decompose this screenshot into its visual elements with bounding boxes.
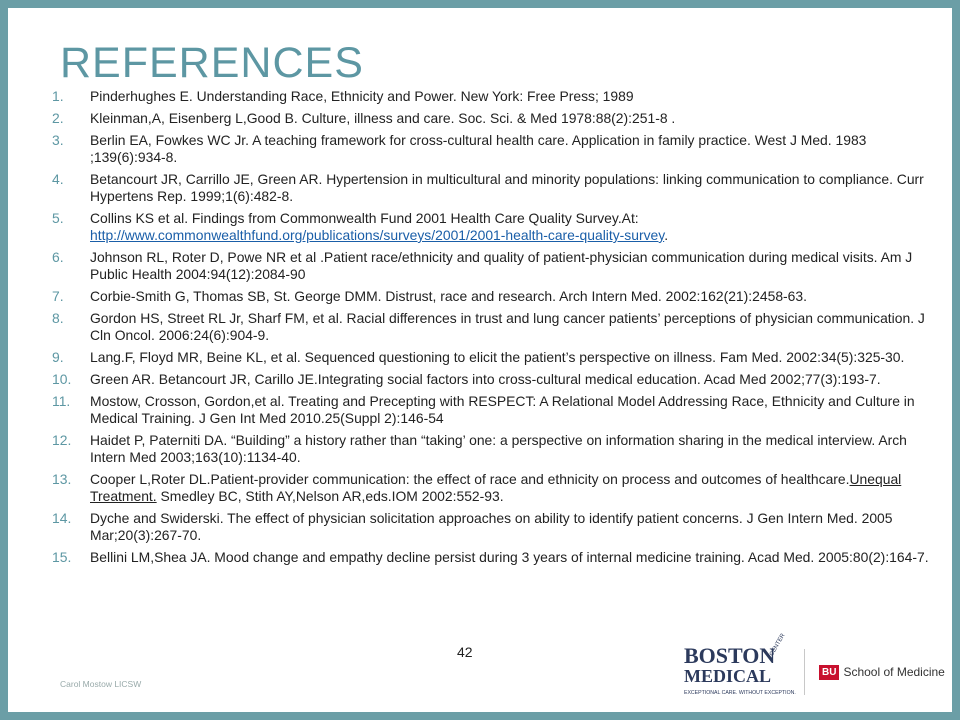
bu-mark: BU (819, 665, 839, 680)
reference-list (52, 88, 938, 571)
reference-citation: Pinderhughes E. Understanding Race, Ethnicity and Power. New York: Free Press; 1989 (90, 88, 634, 104)
reference-suffix: Smedley BC, Stith AY,Nelson AR,eds.IOM 2002:552-93. (156, 488, 504, 504)
reference-number: 14. (52, 510, 72, 526)
reference-number: 5. (52, 210, 64, 226)
reference-number: 13. (52, 471, 72, 487)
page-title: REFERENCES (60, 39, 364, 87)
reference-underlined-title: Unequal Treatment. (90, 471, 902, 504)
reference-item (52, 132, 938, 166)
reference-text (90, 288, 938, 305)
reference-text (90, 510, 938, 544)
reference-text (90, 249, 938, 283)
reference-item (52, 249, 938, 283)
reference-citation: Gordon HS, Street RL Jr, Sharf FM, et al. Racial differences in trust and lung cancer patients’ perceptions of physician communication. J Cln Oncol. 2006:24(6):904-9. (90, 310, 925, 343)
reference-number: 1. (52, 88, 64, 104)
reference-number: 15. (52, 549, 72, 565)
reference-link[interactable]: http://www.commonwealthfund.org/publications/surveys/2001/2001-health-care-quality-survey (90, 227, 665, 243)
reference-citation: Bellini LM,Shea JA. Mood change and empathy decline persist during 3 years of internal medicine training. Acad Med. 2005:80(2):164-7. (90, 549, 929, 565)
reference-citation: Collins KS et al. Findings from Commonwealth Fund 2001 Health Care Quality Survey.At: (90, 210, 639, 226)
reference-text (90, 171, 938, 205)
reference-citation: Mostow, Crosson, Gordon,et al. Treating and Precepting with RESPECT: A Relational Model Addressing Race, Ethnicity and Culture in Medical Training. J Gen Int Med 2010.25(Suppl 2):146-54 (90, 393, 915, 426)
reference-item (52, 310, 938, 344)
reference-citation: Berlin EA, Fowkes WC Jr. A teaching framework for cross-cultural health care. Application in family practice. West J Med. 1983 ;139(6):934-8. (90, 132, 867, 165)
boston-medical-center-logo (680, 633, 796, 697)
bmc-logo-tag: CENTER (769, 633, 787, 658)
bu-school-name: School of Medicine (843, 665, 945, 679)
bmc-logo-line1: BOSTON (684, 643, 776, 668)
reference-citation: Cooper L,Roter DL.Patient-provider communication: the effect of race and ethnicity on process and outcomes of healthcare. (90, 471, 850, 487)
reference-text (90, 310, 938, 344)
reference-number: 2. (52, 110, 64, 126)
reference-text (90, 471, 938, 505)
reference-item (52, 393, 938, 427)
bmc-logo-line2: MEDICAL (684, 666, 772, 686)
reference-item (52, 371, 938, 388)
reference-citation: Green AR. Betancourt JR, Carillo JE.Integrating social factors into cross-cultural medical education. Acad Med 2002;77(3):193-7. (90, 371, 881, 387)
reference-citation: Haidet P, Paterniti DA. “Building” a history rather than “taking’ one: a perspective on information sharing in the medical interview. Arch Intern Med 2003;163(10):1134-40. (90, 432, 907, 465)
reference-text (90, 371, 938, 388)
reference-item (52, 349, 938, 366)
footer-author: Carol Mostow LICSW (60, 679, 142, 689)
reference-item (52, 288, 938, 305)
reference-item (52, 171, 938, 205)
reference-citation: Betancourt JR, Carrillo JE, Green AR. Hypertension in multicultural and minority populations: linking communication to compliance. Curr Hypertens Rep. 1999;1(6):482-8. (90, 171, 924, 204)
reference-item (52, 210, 938, 244)
reference-number: 11. (52, 393, 71, 409)
slide (8, 8, 952, 712)
reference-number: 7. (52, 288, 64, 304)
reference-text (90, 393, 938, 427)
logo-divider (804, 649, 805, 695)
reference-text (90, 432, 938, 466)
reference-item (52, 110, 938, 127)
reference-item (52, 510, 938, 544)
reference-text (90, 110, 938, 127)
reference-number: 3. (52, 132, 64, 148)
reference-citation: Corbie-Smith G, Thomas SB, St. George DMM. Distrust, race and research. Arch Intern Med. 2002:162(21):2458-63. (90, 288, 807, 304)
reference-suffix: . (664, 227, 669, 243)
reference-text (90, 349, 938, 366)
reference-text (90, 549, 938, 566)
page-number: 42 (457, 644, 473, 660)
reference-citation: Kleinman,A, Eisenberg L,Good B. Culture, illness and care. Soc. Sci. & Med 1978:88(2):251-8 . (90, 110, 676, 126)
reference-text (90, 210, 938, 244)
reference-number: 9. (52, 349, 64, 365)
reference-number: 4. (52, 171, 64, 187)
reference-number: 8. (52, 310, 64, 326)
reference-item (52, 549, 938, 566)
reference-citation: Lang.F, Floyd MR, Beine KL, et al. Sequenced questioning to elicit the patient’s perspective on illness. Fam Med. 2002:34(5):325-30. (90, 349, 905, 365)
reference-number: 12. (52, 432, 72, 448)
reference-number: 10. (52, 371, 72, 387)
reference-citation: Dyche and Swiderski. The effect of physician solicitation approaches on ability to identify patient concerns. J Gen Intern Med. 2005 Mar;20(3):267-70. (90, 510, 893, 543)
reference-citation: Johnson RL, Roter D, Powe NR et al .Patient race/ethnicity and quality of patient-physician communication during medical visits. Am J Public Health 2004:94(12):2084-90 (90, 249, 913, 282)
reference-number: 6. (52, 249, 64, 265)
reference-item (52, 432, 938, 466)
reference-item (52, 471, 938, 505)
reference-text (90, 132, 938, 166)
reference-item (52, 88, 938, 105)
reference-text (90, 88, 938, 105)
bu-school-of-medicine-logo (804, 648, 945, 696)
bmc-logo-tagline: EXCEPTIONAL CARE. WITHOUT EXCEPTION. (684, 690, 796, 696)
